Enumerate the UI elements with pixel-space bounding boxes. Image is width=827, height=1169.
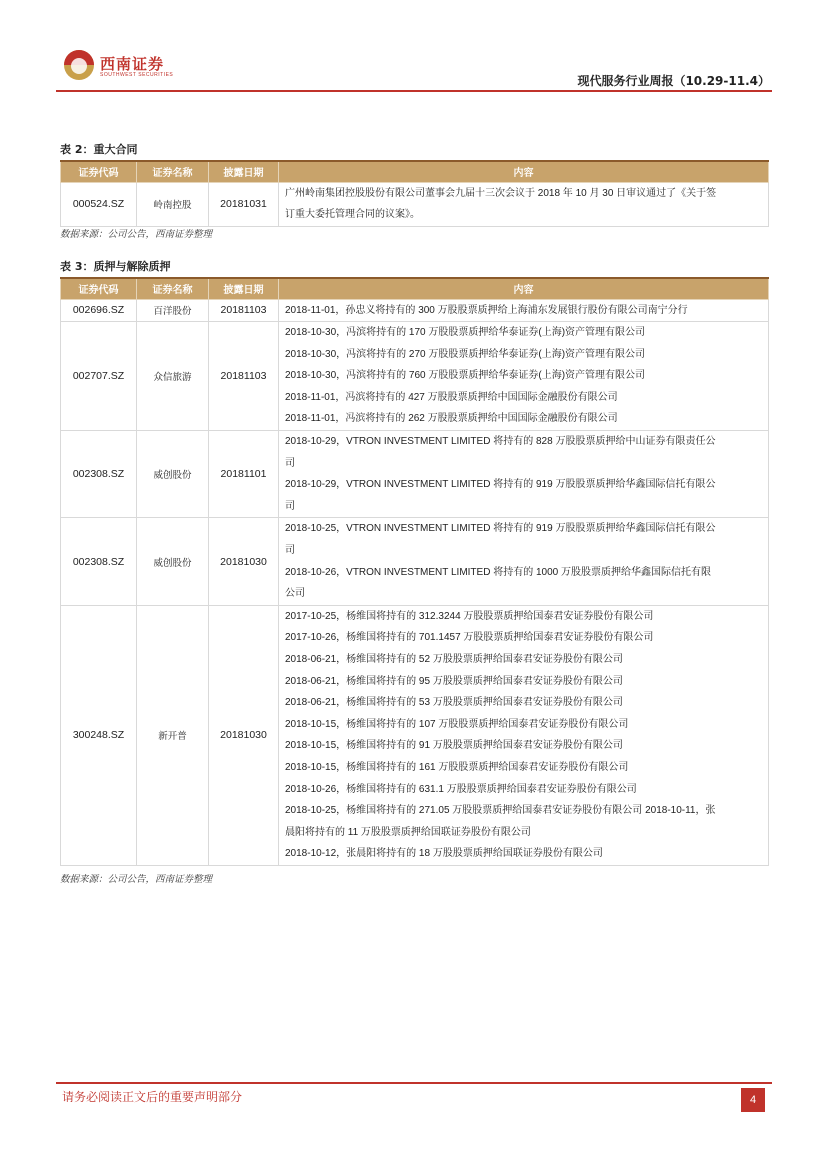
disclosure-date-cell: 20181030 xyxy=(209,605,279,865)
table2-title: 表 2：重大合同 xyxy=(60,143,138,156)
security-name-cell: 威创股份 xyxy=(137,431,209,518)
content-line: 2017-10-26，杨维国将持有的 701.1457 万股股票质押给国泰君安证券股份有限公司 xyxy=(285,632,654,644)
logo-subtext: SOUTHWEST SECURITIES xyxy=(100,72,174,78)
security-code-cell: 002308.SZ xyxy=(61,431,137,518)
content-line: 2018-10-25，VTRON INVESTMENT LIMITED 将持有的 919 万股股票质押给华鑫国际信托有限公 xyxy=(285,523,716,535)
content-cell xyxy=(279,322,769,431)
table-row xyxy=(61,182,769,226)
content-line: 2018-06-21，杨维国将持有的 53 万股股票质押给国泰君安证券股份有限公司 xyxy=(285,697,623,709)
company-logo xyxy=(64,50,194,86)
footer-divider xyxy=(56,1082,772,1084)
content-cell xyxy=(279,182,769,226)
content-line: 2018-10-29，VTRON INVESTMENT LIMITED 将持有的 919 万股股票质押给华鑫国际信托有限公 xyxy=(285,479,716,491)
content-line: 2018-11-01，冯滨将持有的 262 万股股票质押给中国国际金融股份有限公司 xyxy=(285,413,618,425)
security-name-cell: 百洋股份 xyxy=(137,299,209,322)
security-name-cell: 众信旅游 xyxy=(137,322,209,431)
page-number: 4 xyxy=(741,1088,765,1112)
table-row xyxy=(61,299,769,322)
logo-icon xyxy=(64,50,94,80)
content-line: 司 xyxy=(285,545,295,557)
disclosure-date-cell: 20181030 xyxy=(209,518,279,605)
security-code-cell: 002308.SZ xyxy=(61,518,137,605)
content-line: 2017-10-25，杨维国将持有的 312.3244 万股股票质押给国泰君安证券股份有限公司 xyxy=(285,610,654,622)
content-line: 2018-10-25，杨维国将持有的 271.05 万股股票质押给国泰君安证券股份有限公司 2018-10-11，张 xyxy=(285,805,716,817)
col-header-date: 披露日期 xyxy=(209,161,279,182)
table3-header-row xyxy=(61,278,769,299)
content-line: 2018-10-30，冯滨将持有的 270 万股股票质押给华泰证券(上海)资产管理有限公司 xyxy=(285,348,646,360)
security-code-cell: 002707.SZ xyxy=(61,322,137,431)
logo-text: 西南证券 xyxy=(100,55,165,73)
content-cell xyxy=(279,299,769,322)
security-name-cell: 新开普 xyxy=(137,605,209,865)
disclaimer-note: 请务必阅读正文后的重要声明部分 xyxy=(62,1090,243,1104)
content-line: 司 xyxy=(285,457,295,469)
content-line: 2018-06-21，杨维国将持有的 52 万股股票质押给国泰君安证券股份有限公司 xyxy=(285,654,623,665)
col-header-date: 披露日期 xyxy=(209,278,279,299)
table3-source: 数据来源：公司公告，西南证券整理 xyxy=(60,874,213,885)
content-line: 2018-11-01，孙忠义将持有的 300 万股股票质押给上海浦东发展银行股份有限公司南宁分行 xyxy=(285,304,688,316)
table2-major-contracts xyxy=(60,160,769,227)
content-line: 广州岭南集团控股股份有限公司董事会九届十三次会议于 2018 年 10 月 30 日审议通过了《关于签 xyxy=(285,187,717,199)
report-title: 现代服务行业周报（10.29-11.4） xyxy=(577,74,770,88)
content-line: 2018-11-01，冯滨将持有的 427 万股股票质押给中国国际金融股份有限公司 xyxy=(285,391,618,403)
security-name-cell: 威创股份 xyxy=(137,518,209,605)
content-line: 2018-06-21，杨维国将持有的 95 万股股票质押给国泰君安证券股份有限公司 xyxy=(285,675,623,687)
table-row xyxy=(61,322,769,431)
table3-pledges xyxy=(60,277,769,866)
disclosure-date-cell: 20181103 xyxy=(209,299,279,322)
disclosure-date-cell: 20181103 xyxy=(209,322,279,431)
content-cell xyxy=(279,431,769,518)
col-header-content: 内容 xyxy=(279,278,769,299)
content-line: 2018-10-15，杨维国将持有的 91 万股股票质押给国泰君安证券股份有限公司 xyxy=(285,740,623,752)
table-row xyxy=(61,431,769,518)
content-line: 2018-10-26，杨维国将持有的 631.1 万股股票质押给国泰君安证券股份有限公司 xyxy=(285,783,637,795)
content-line: 司 xyxy=(285,500,295,512)
content-line: 公司 xyxy=(285,588,305,600)
table3-title: 表 3：质押与解除质押 xyxy=(60,260,171,273)
content-line: 晨阳将持有的 11 万股股票质押给国联证券股份有限公司 xyxy=(285,826,531,838)
security-code-cell: 002696.SZ xyxy=(61,299,137,322)
content-cell xyxy=(279,518,769,605)
content-line: 2018-10-30，冯滨将持有的 170 万股股票质押给华泰证券(上海)资产管理有限公司 xyxy=(285,327,646,339)
content-line: 2018-10-29，VTRON INVESTMENT LIMITED 将持有的 828 万股股票质押给中山证券有限责任公 xyxy=(285,436,716,448)
disclosure-date-cell: 20181031 xyxy=(209,182,279,226)
col-header-content: 内容 xyxy=(279,161,769,182)
table-row xyxy=(61,518,769,605)
content-line: 2018-10-15，杨维国将持有的 161 万股股票质押给国泰君安证券股份有限公司 xyxy=(285,761,629,773)
page-header xyxy=(56,44,772,92)
content-line: 2018-10-30，冯滨将持有的 760 万股股票质押给华泰证券(上海)资产管理有限公司 xyxy=(285,370,646,382)
table-row xyxy=(61,605,769,865)
col-header-name: 证券名称 xyxy=(137,278,209,299)
table2-header-row xyxy=(61,161,769,182)
col-header-code: 证券代码 xyxy=(61,161,137,182)
security-name-cell: 岭南控股 xyxy=(137,182,209,226)
col-header-code: 证券代码 xyxy=(61,278,137,299)
table2-source: 数据来源：公司公告，西南证券整理 xyxy=(60,229,213,240)
security-code-cell: 000524.SZ xyxy=(61,182,137,226)
content-line: 2018-10-15，杨维国将持有的 107 万股股票质押给国泰君安证券股份有限公司 xyxy=(285,718,629,730)
content-line: 订重大委托管理合同的议案》。 xyxy=(285,209,420,221)
security-code-cell: 300248.SZ xyxy=(61,605,137,865)
content-line: 2018-10-26，VTRON INVESTMENT LIMITED 将持有的 1000 万股股票质押给华鑫国际信托有限 xyxy=(285,566,712,578)
content-line: 2018-10-12，张晨阳将持有的 18 万股股票质押给国联证券股份有限公司 xyxy=(285,848,603,860)
col-header-name: 证券名称 xyxy=(137,161,209,182)
content-cell xyxy=(279,605,769,865)
header-divider xyxy=(56,90,772,92)
disclosure-date-cell: 20181101 xyxy=(209,431,279,518)
